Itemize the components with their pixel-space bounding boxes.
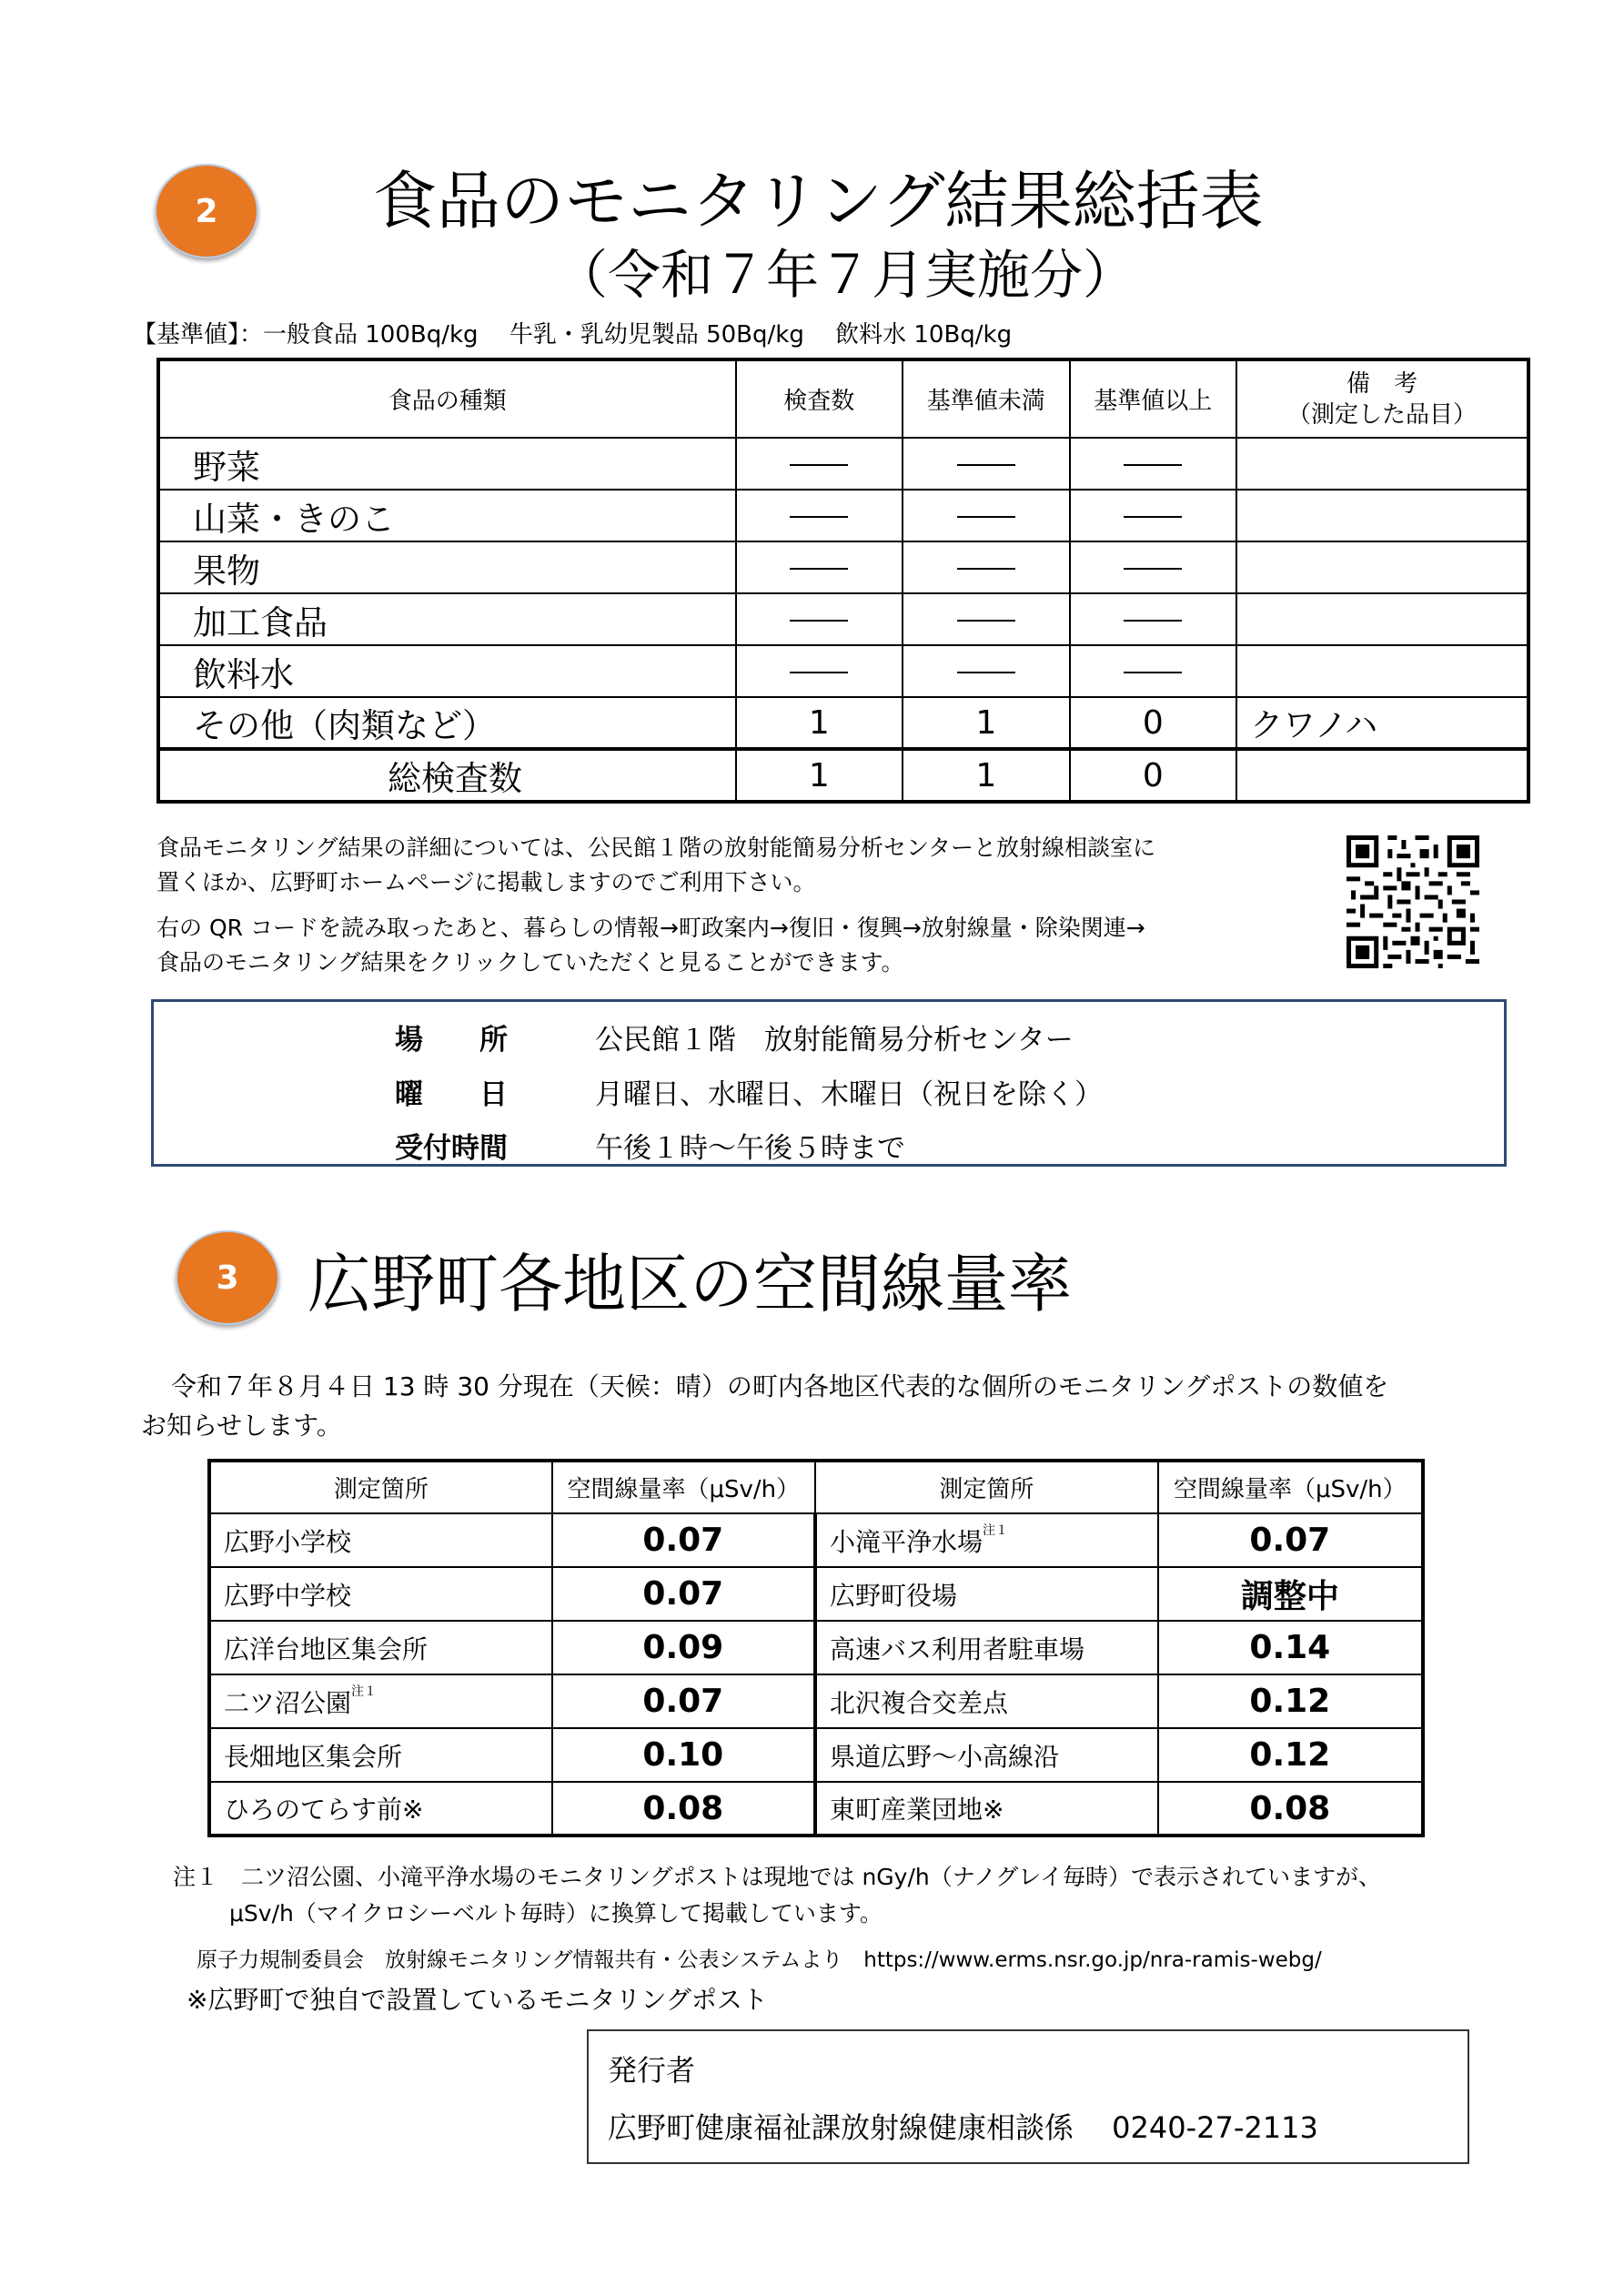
total-label: 総検査数	[158, 749, 736, 802]
place-value: 公民館１階 放射能簡易分析センター	[595, 1024, 1074, 1057]
radiation-table	[207, 1459, 1425, 1837]
info-text-line4: 食品のモニタリング結果をクリックしていただくと見ることができます。	[156, 949, 904, 976]
rate-value: 0.09	[552, 1621, 815, 1674]
rate-value: 0.08	[552, 1782, 815, 1836]
rate-value: 0.07	[552, 1513, 815, 1567]
section-number: 2	[195, 192, 218, 230]
place-note: 注１	[351, 1684, 378, 1699]
rate-value: 0.10	[552, 1728, 815, 1782]
place-name: 広洋台地区集会所	[224, 1633, 429, 1664]
dash-mark	[790, 568, 848, 570]
table-row	[158, 593, 1528, 645]
place-name: 二ツ沼公園	[224, 1687, 352, 1718]
table-row	[158, 438, 1528, 490]
section-title: 食品のモニタリング結果総括表	[373, 164, 1264, 238]
header-rate-left: 空間線量率（μSv/h）	[552, 1461, 815, 1513]
place-name: 小滝平浄水場	[830, 1526, 983, 1557]
place-name: 広野小学校	[224, 1526, 352, 1557]
row-above	[1070, 593, 1237, 645]
row-above	[1070, 645, 1237, 697]
table-row	[209, 1513, 1423, 1567]
food-monitoring-table	[156, 358, 1530, 804]
total-count: 1	[736, 749, 903, 802]
hours-label: 受付時間	[395, 1132, 508, 1165]
note1-line1: 注１ 二ツ沼公園、小滝平浄水場のモニタリングポストは現地では nGy/h（ナノグレイ毎時）で表示されていますが、	[173, 1864, 1381, 1890]
dash-mark	[957, 568, 1015, 570]
dash-mark	[1124, 568, 1182, 570]
row-category: 果物	[158, 541, 736, 593]
dash-mark	[1124, 516, 1182, 518]
section-number-badge	[176, 1230, 279, 1325]
row-category: 加工食品	[158, 593, 736, 645]
row-note	[1236, 438, 1528, 490]
publisher-value: 広野町健康福祉課放射線健康相談係 0240-27-2113	[608, 2110, 1318, 2145]
rate-value: 0.07	[1158, 1513, 1423, 1567]
row-below	[903, 645, 1070, 697]
table-row	[209, 1621, 1423, 1674]
info-text-line2: 置くほか、広野町ホームページに掲載しますのでご利用下さい。	[156, 869, 816, 895]
day-label: 曜 日	[395, 1078, 508, 1111]
row-note	[1236, 490, 1528, 541]
qr-code-icon[interactable]	[1347, 835, 1479, 968]
intro-line2: お知らせします。	[141, 1411, 342, 1441]
dash-mark	[1124, 672, 1182, 673]
table-row	[209, 1567, 1423, 1621]
table-row	[158, 490, 1528, 541]
row-count	[736, 541, 903, 593]
info-text-line3: 右の QR コードを読み取ったあと、暮らしの情報→町政案内→復旧・復興→放射線量・除染関連→	[156, 915, 1145, 941]
row-category: 飲料水	[158, 645, 736, 697]
row-category: その他（肉類など）	[158, 697, 736, 749]
rate-value: 0.08	[1158, 1782, 1423, 1836]
standards-text: 【基準値】：一般食品 100Bq/kg 牛乳・乳幼児製品 50Bq/kg 飲料水 10Bq/kg	[133, 321, 1013, 349]
dash-mark	[957, 464, 1015, 466]
row-note	[1236, 645, 1528, 697]
row-above: 0	[1070, 697, 1237, 749]
dash-mark	[790, 464, 848, 466]
row-below	[903, 438, 1070, 490]
row-note: クワノハ	[1236, 697, 1528, 749]
publisher-label: 発行者	[608, 2053, 696, 2088]
table-row	[209, 1782, 1423, 1836]
rate-value: 0.14	[1158, 1621, 1423, 1674]
rate-value: 調整中	[1158, 1567, 1423, 1621]
row-category: 山菜・きのこ	[158, 490, 736, 541]
source-text: 原子力規制委員会 放射線モニタリング情報共有・公表システムより https://www.erms.nsr.go.jp/nra-ramis-webg/	[197, 1948, 1322, 1972]
header-category: 食品の種類	[158, 359, 736, 438]
hours-value: 午後１時～午後５時まで	[595, 1132, 905, 1165]
row-count	[736, 593, 903, 645]
header-rate-right: 空間線量率（μSv/h）	[1158, 1461, 1423, 1513]
star-note: ※広野町で独自で設置しているモニタリングポスト	[187, 1985, 768, 2015]
row-below	[903, 593, 1070, 645]
section-number: 3	[216, 1259, 239, 1297]
header-below: 基準値未満	[903, 359, 1070, 438]
row-note	[1236, 593, 1528, 645]
row-below: 1	[903, 697, 1070, 749]
table-header-row	[209, 1461, 1423, 1513]
intro-line1: 令和７年８月４日 13 時 30 分現在（天候：晴）の町内各地区代表的な個所のモニタリングポストの数値を	[171, 1371, 1389, 1401]
row-above	[1070, 541, 1237, 593]
row-above	[1070, 438, 1237, 490]
total-below: 1	[903, 749, 1070, 802]
dash-mark	[1124, 620, 1182, 622]
place-note: 注１	[983, 1522, 1009, 1538]
row-count	[736, 645, 903, 697]
place-name: 広野町役場	[830, 1580, 958, 1611]
section-number-badge	[155, 164, 258, 258]
row-count	[736, 490, 903, 541]
dash-mark	[957, 620, 1015, 622]
place-label: 場 所	[395, 1024, 508, 1057]
row-below	[903, 541, 1070, 593]
place-name: ひろのてらす前※	[224, 1795, 424, 1825]
dash-mark	[957, 516, 1015, 518]
place-name: 県道広野～小高線沿	[830, 1741, 1060, 1772]
section-subtitle: （令和７年７月実施分）	[555, 244, 1136, 306]
place-name: 広野中学校	[224, 1580, 352, 1611]
table-header-row	[158, 359, 1528, 438]
place-name: 長畑地区集会所	[224, 1741, 403, 1772]
place-name: 高速バス利用者駐車場	[830, 1633, 1085, 1664]
place-name: 東町産業団地※	[830, 1795, 1004, 1825]
row-note	[1236, 541, 1528, 593]
header-note-line2: （測定した品目）	[1287, 400, 1478, 429]
header-place-right: 測定箇所	[815, 1461, 1158, 1513]
header-place-left: 測定箇所	[209, 1461, 552, 1513]
row-above	[1070, 490, 1237, 541]
row-category: 野菜	[158, 438, 736, 490]
row-count: 1	[736, 697, 903, 749]
table-row	[158, 697, 1528, 749]
header-above: 基準値以上	[1070, 359, 1237, 438]
rate-value: 0.07	[552, 1567, 815, 1621]
table-row	[209, 1728, 1423, 1782]
row-count	[736, 438, 903, 490]
table-row	[158, 645, 1528, 697]
header-note	[1236, 359, 1528, 438]
table-row	[209, 1674, 1423, 1728]
total-above: 0	[1070, 749, 1237, 802]
note1-line2: μSv/h（マイクロシーベルト毎時）に換算して掲載しています。	[229, 1900, 883, 1927]
rate-value: 0.07	[552, 1674, 815, 1728]
dash-mark	[957, 672, 1015, 673]
dash-mark	[790, 516, 848, 518]
header-count: 検査数	[736, 359, 903, 438]
total-note	[1236, 749, 1528, 802]
rate-value: 0.12	[1158, 1728, 1423, 1782]
rate-value: 0.12	[1158, 1674, 1423, 1728]
day-value: 月曜日、水曜日、木曜日（祝日を除く）	[595, 1078, 1103, 1111]
dash-mark	[1124, 464, 1182, 466]
dash-mark	[790, 620, 848, 622]
info-text-line1: 食品モニタリング結果の詳細については、公民館１階の放射能簡易分析センターと放射線相談室に	[156, 834, 1156, 861]
total-row	[158, 749, 1528, 802]
section-title: 広野町各地区の空間線量率	[308, 1247, 1072, 1321]
row-below	[903, 490, 1070, 541]
dash-mark	[790, 672, 848, 673]
place-name: 北沢複合交差点	[830, 1687, 1009, 1718]
table-row	[158, 541, 1528, 593]
header-note-line1: 備 考	[1347, 369, 1418, 398]
